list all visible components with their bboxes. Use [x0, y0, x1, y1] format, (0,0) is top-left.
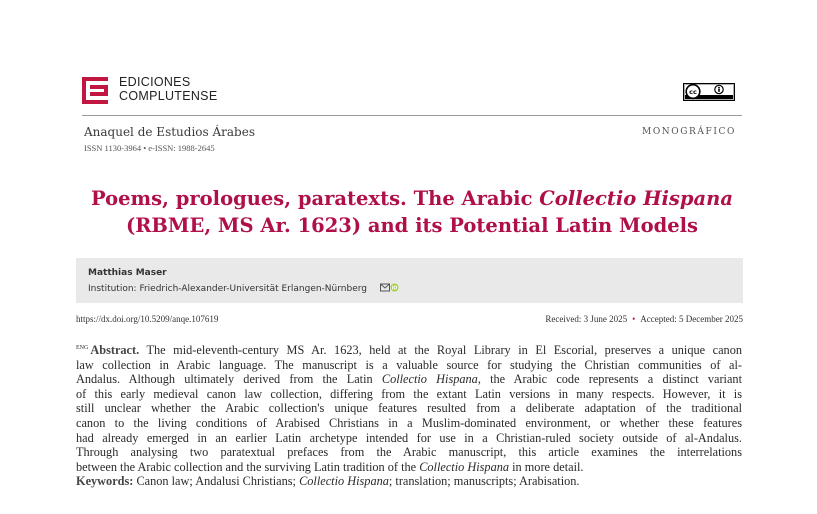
- abstract-line-7: had already emerged in an earlier Latin archetype intended for use in a Christian-ruled society outside of al-Andalus.: [76, 430, 742, 445]
- abstract-text-3a: Andalus. Although ultimately derived from the Latin: [76, 372, 382, 387]
- separator-dot: •: [632, 314, 636, 324]
- publisher-line-1: EDICIONES: [119, 75, 191, 89]
- title-line-1: [82, 185, 742, 212]
- accepted-date: Accepted: 5 December 2025: [640, 314, 743, 324]
- section-tag: MONOGRÁFICO: [642, 127, 736, 137]
- title-italic: Collectio Hispana: [539, 187, 733, 210]
- abstract-line-9: [76, 460, 742, 475]
- publisher-name: [119, 76, 217, 103]
- orcid-icon[interactable]: [390, 284, 398, 292]
- abstract: [76, 341, 742, 489]
- svg-text:cc: cc: [689, 88, 697, 96]
- article-meta-row: [76, 314, 743, 328]
- author-name: Matthias Maser: [88, 268, 167, 278]
- journal-info-row: [82, 115, 742, 156]
- abstract-line-4: of this early medieval canon law collection, differing from the extant Latin versions in many respects. However, it is: [76, 386, 742, 401]
- keywords-label: Keywords:: [76, 474, 134, 489]
- abstract-line-3: [76, 372, 742, 387]
- title-line-2: (RBME, MS Ar. 1623) and its Potential Latin Models: [125, 214, 699, 237]
- cc-by-license-badge[interactable]: [683, 83, 735, 101]
- abstract-line-5: still unclear whether the Arabic collection's unique features resulted from a deliberate adaptation of the traditional: [76, 401, 742, 416]
- issn: ISSN 1130-3964 • e-ISSN: 1988-2645: [84, 143, 215, 153]
- abstract-text-3b: , the Arabic code represents a distinct variant: [477, 372, 743, 387]
- publisher-header: [82, 76, 742, 106]
- svg-text:iD: iD: [391, 285, 398, 292]
- article-title: [82, 185, 742, 239]
- journal-name: Anaquel de Estudios Árabes: [84, 125, 255, 139]
- doi-link[interactable]: https://dx.doi.org/10.5209/anqe.107619: [76, 314, 219, 324]
- abstract-text-9a: between the Arabic collection and the surviving Latin tradition of the: [76, 459, 420, 474]
- abstract-text-9b: in more detail.: [509, 459, 584, 474]
- email-icon[interactable]: [380, 284, 389, 291]
- author-institution: [88, 283, 399, 295]
- abstract-line-1: [76, 341, 742, 358]
- title-line-1-text: Poems, prologues, paratexts. The Arabic: [91, 187, 540, 210]
- author-contact-icons: [380, 283, 399, 295]
- language-tag: ENG: [76, 345, 89, 351]
- ediciones-complutense-logo: [82, 77, 108, 104]
- received-date: Received: 3 June 2025: [545, 314, 628, 324]
- keywords-italic: Collectio Hispana: [299, 474, 389, 489]
- author-box: [76, 258, 743, 303]
- keywords-pre: Canon law; Andalusi Christians;: [133, 474, 300, 489]
- abstract-text-3i: Collectio Hispana: [381, 372, 478, 387]
- keywords-post: ; translation; manuscripts; Arabisation.: [388, 474, 580, 489]
- abstract-line-6: canon to the living conditions of Arabised Christians in a Muslim-dominated environment, or whether these features: [76, 415, 742, 430]
- publisher-line-2: COMPLUTENSE: [119, 88, 218, 103]
- abstract-text-1: The mid-eleventh-century MS Ar. 1623, held at the Royal Library in El Escorial, preserves a unique canon: [139, 343, 742, 357]
- keywords-line: [76, 474, 742, 489]
- abstract-line-8: Through analysing two paratextual prefaces from the Arabic manuscript, this article examines the interrelations: [76, 445, 742, 460]
- abstract-text-9i: Collectio Hispana: [419, 459, 510, 474]
- abstract-label: Abstract.: [90, 343, 140, 357]
- abstract-line-2: law collection in Arabic language. The manuscript is a valuable source for studying the Christian communities of al-: [76, 357, 742, 372]
- institution-text: Institution: Friedrich-Alexander-Universität Erlangen-Nürnberg: [88, 284, 367, 294]
- dates: [545, 314, 743, 324]
